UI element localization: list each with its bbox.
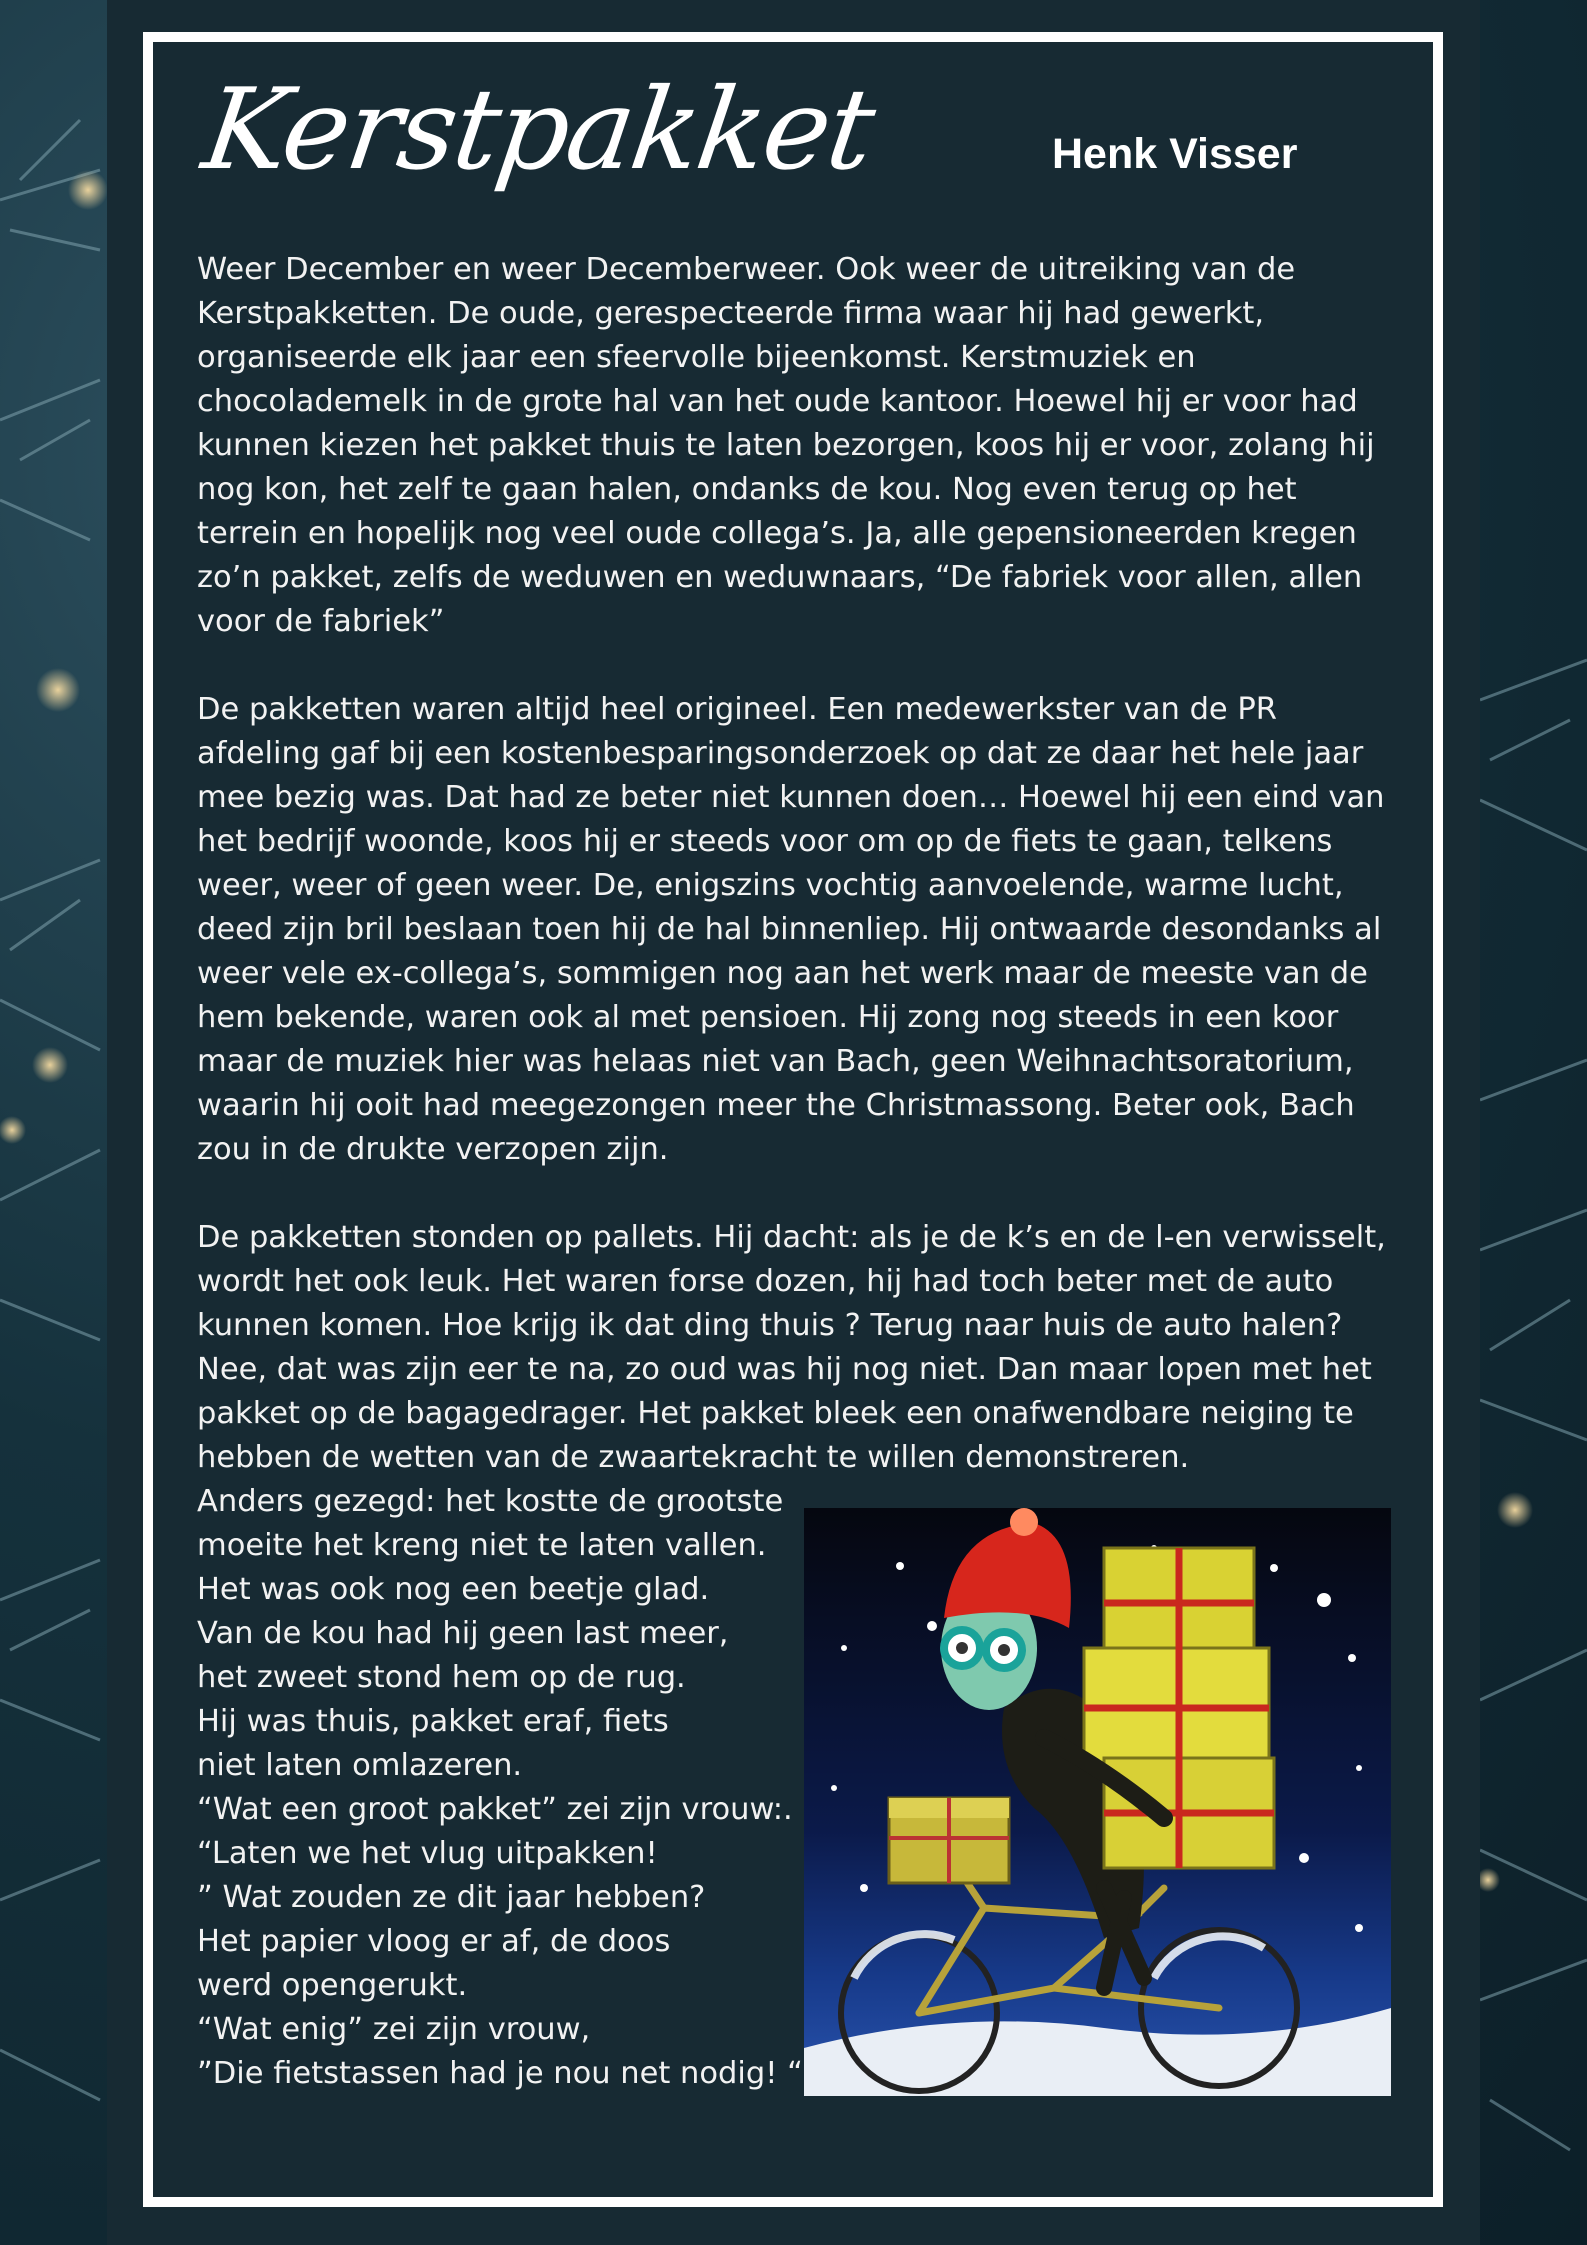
verse-line: Hij was thuis, pakket eraf, fiets bbox=[197, 1704, 669, 1739]
verse-line: niet laten omlazeren. bbox=[197, 1748, 523, 1783]
text-line: waarin hij ooit had meegezongen meer the Christmassong. Beter ook, Bach bbox=[197, 1088, 1355, 1123]
verse-line: Het papier vloog er af, de doos bbox=[197, 1924, 671, 1959]
verse-line: “Wat enig” zei zijn vrouw, bbox=[197, 2012, 591, 2047]
text-line: Weer December en weer Decemberweer. Ook weer de uitreiking van de bbox=[197, 252, 1296, 287]
verse-line: Anders gezegd: het kostte de grootste bbox=[197, 1484, 784, 1519]
text-line: kunnen kiezen het pakket thuis te laten bezorgen, koos hij er voor, zolang hij bbox=[197, 428, 1375, 463]
text-line: weer, weer of geen weer. De, enigszins vochtig aanvoelende, warme lucht, bbox=[197, 868, 1344, 903]
text-line: chocolademelk in de grote hal van het oude kantoor. Hoewel hij er voor had bbox=[197, 384, 1358, 419]
text-line: Kerstpakketten. De oude, gerespecteerde firma waar hij had gewerkt, bbox=[197, 296, 1265, 331]
text-line: zo’n pakket, zelfs de weduwen en weduwnaars, “De fabriek voor allen, allen bbox=[197, 560, 1363, 595]
text-line: weer vele ex-collega’s, sommigen nog aan het werk maar de meeste van de bbox=[197, 956, 1368, 991]
verse-line: moeite het kreng niet te laten vallen. bbox=[197, 1528, 767, 1563]
text-line: deed zijn bril beslaan toen hij de hal binnenliep. Hij ontwaarde desondanks al bbox=[197, 912, 1382, 947]
text-line: hem bekende, waren ook al met pensioen. Hij zong nog steeds in een koor bbox=[197, 1000, 1339, 1035]
text-line: afdeling gaf bij een kostenbesparingsonderzoek op dat ze daar het hele jaar bbox=[197, 736, 1364, 771]
closing-verse bbox=[197, 1480, 803, 2096]
story-body bbox=[197, 248, 1397, 1480]
verse-line: ”Die fietstassen had je nou net nodig! “ bbox=[197, 2056, 803, 2091]
verse-line: “Laten we het vlug uitpakken! bbox=[197, 1836, 658, 1871]
text-line: kunnen komen. Hoe krijg ik dat ding thuis ? Terug naar huis de auto halen? bbox=[197, 1308, 1343, 1343]
text-line: maar de muziek hier was helaas niet van Bach, geen Weihnachtsoratorium, bbox=[197, 1044, 1354, 1079]
text-line: hebben de wetten van de zwaartekracht te willen demonstreren. bbox=[197, 1440, 1190, 1475]
text-line: De pakketten waren altijd heel origineel. Een medewerkster van de PR bbox=[197, 692, 1277, 727]
text-line: Nee, dat was zijn eer te na, zo oud was hij nog niet. Dan maar lopen met het bbox=[197, 1352, 1372, 1387]
verse-line: Het was ook nog een beetje glad. bbox=[197, 1572, 710, 1607]
text-line: terrein en hopelijk nog veel oude collega’s. Ja, alle gepensioneerden kregen bbox=[197, 516, 1357, 551]
paragraph-2 bbox=[197, 688, 1397, 1172]
text-line: organiseerde elk jaar een sfeervolle bijeenkomst. Kerstmuziek en bbox=[197, 340, 1196, 375]
verse-line: Van de kou had hij geen last meer, bbox=[197, 1616, 729, 1651]
verse-line: het zweet stond hem op de rug. bbox=[197, 1660, 686, 1695]
author-name: Henk Visser bbox=[1052, 130, 1298, 178]
text-line: mee bezig was. Dat had ze beter niet kunnen doen… Hoewel hij een eind van bbox=[197, 780, 1385, 815]
text-line: De pakketten stonden op pallets. Hij dacht: als je de k’s en de l-en verwisselt, bbox=[197, 1220, 1386, 1255]
text-line: wordt het ook leuk. Het waren forse dozen, hij had toch beter met de auto bbox=[197, 1264, 1334, 1299]
cyclist-illustration bbox=[804, 1508, 1391, 2096]
paragraph-3 bbox=[197, 1216, 1397, 1480]
text-line: het bedrijf woonde, koos hij er steeds voor om op de fiets te gaan, telkens bbox=[197, 824, 1333, 859]
text-line: nog kon, het zelf te gaan halen, ondanks de kou. Nog even terug op het bbox=[197, 472, 1297, 507]
story-title: Kerstpakket bbox=[195, 65, 881, 195]
verse-line: ” Wat zouden ze dit jaar hebben? bbox=[197, 1880, 706, 1915]
paragraph-1 bbox=[197, 248, 1397, 644]
text-line: voor de fabriek” bbox=[197, 604, 445, 639]
verse-line: werd opengerukt. bbox=[197, 1968, 468, 2003]
verse-line: “Wat een groot pakket” zei zijn vrouw:. bbox=[197, 1792, 793, 1827]
text-line: pakket op de bagagedrager. Het pakket bleek een onafwendbare neiging te bbox=[197, 1396, 1354, 1431]
text-line: zou in de drukte verzopen zijn. bbox=[197, 1132, 669, 1167]
